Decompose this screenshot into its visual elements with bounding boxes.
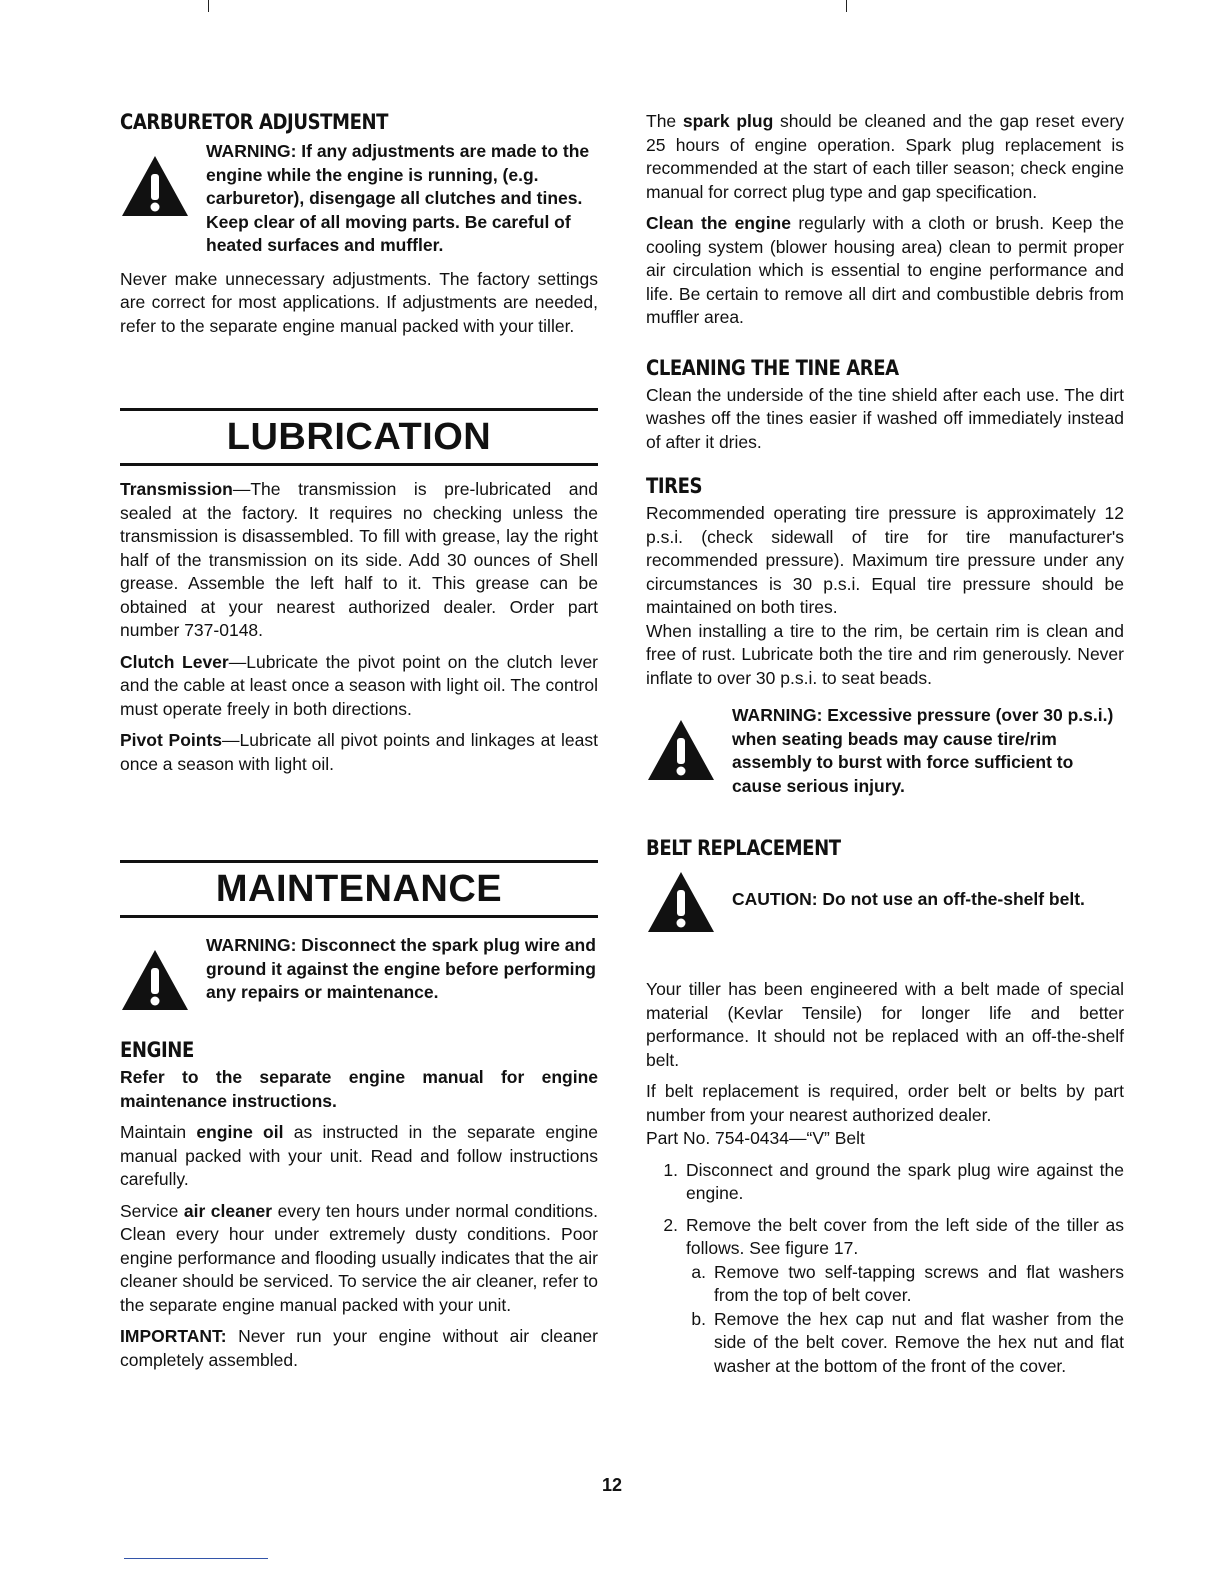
engine-oil-post: as instructed in the separate engine manual packed with your unit. Read and follow instructions carefully. <box>120 1122 598 1189</box>
substep-letter: b. <box>691 1308 706 1329</box>
maintenance-warning-text: WARNING: Disconnect the spark plug wire and ground it against the engine before performing any repairs or maintenance. <box>206 935 596 1002</box>
transmission-label: Transmission <box>120 479 233 499</box>
left-column <box>120 110 598 1380</box>
right-column <box>646 110 1124 1378</box>
warning-triangle-icon <box>646 864 732 934</box>
spark-post: should be cleaned and the gap reset every 25 hours of engine operation. Spark plug replacement is recommended at the start of each tiller season; check engine manual for correct plug type and gap specification. <box>646 111 1124 202</box>
belt-heading: BELT REPLACEMENT <box>646 836 841 860</box>
scan-mark-left <box>208 0 209 12</box>
engine-oil-bold: engine oil <box>196 1122 284 1142</box>
clutch-label: Clutch Lever <box>120 651 229 672</box>
spark-plug-paragraph <box>646 110 1124 204</box>
list-item <box>674 1308 1124 1379</box>
engine-oil-paragraph <box>120 1121 598 1192</box>
warning-triangle-icon <box>646 704 732 782</box>
step-text: Remove the belt cover from the left side of the tiller as follows. See figure 17. <box>686 1214 1124 1258</box>
transmission-text: —The transmission is pre-lubricated and sealed at the factory. It requires no checking unless the transmission is disassembled. To fill with grease, lay the right half of the transmission on its side. Add 30 ounces of Shell grease. Assemble the left half to it. This grease can be obtained at your nearest authorized dealer. Order part number 737-0148. <box>120 479 598 640</box>
engine-oil-pre: Maintain <box>120 1122 197 1142</box>
tires-warning-text: WARNING: Excessive pressure (over 30 p.s.i.) when seating beads may cause tire/rim assembly to burst with force sufficient to cause serious injury. <box>732 705 1114 796</box>
page-number: 12 <box>601 1475 623 1495</box>
list-item <box>646 1214 1124 1261</box>
clutch-text: —Lubricate the pivot point on the clutch lever and the cable at least once a season with light oil. The control must operate freely in both directions. <box>120 651 598 719</box>
clutch-paragraph <box>120 651 598 722</box>
pivot-paragraph <box>120 729 598 776</box>
belt-caution-text: CAUTION: Do not use an off-the-shelf belt. <box>732 889 1085 909</box>
tires-heading: TIRES <box>646 474 703 498</box>
belt-part-number: Part No. 754-0434—“V” Belt <box>646 1128 865 1148</box>
tine-area-heading: CLEANING THE TINE AREA <box>646 355 899 380</box>
belt-caution <box>646 864 1124 934</box>
air-cleaner-paragraph <box>120 1200 598 1318</box>
air-cleaner-post: every ten hours under normal conditions. Clean every hour under extremely dusty conditions. Poor engine performance and flooding usually indicates that the air cleaner should be serviced. To service the air cleaner, refer to the separate engine manual packed with your unit. <box>120 1200 599 1315</box>
tires-body-1: Recommended operating tire pressure is approximately 12 p.s.i. (check sidewall of tire for tire manufacturer's recommended pressure). Maximum tire pressure under any circumstances is 30 p.s.i. Equal tire pressure should be maintained on both tires. <box>646 503 1124 617</box>
carburetor-warning <box>120 140 598 258</box>
lubrication-title: LUBRICATION <box>226 416 492 458</box>
step-number: 1. <box>663 1159 678 1180</box>
maintenance-title: MAINTENANCE <box>215 868 503 910</box>
clean-engine-bold: Clean the engine <box>646 213 791 233</box>
footer-rule <box>124 1558 268 1559</box>
list-item <box>674 1261 1124 1308</box>
air-cleaner-pre: Service <box>120 1200 184 1221</box>
substep-letter: a. <box>691 1261 706 1282</box>
tires-body-2: When installing a tire to the rim, be certain rim is clean and free of rust. Lubricate both the tire and rim generously. Never inflate to over 30 p.s.i. to seat beads. <box>646 620 1124 688</box>
step-number: 2. <box>663 1214 678 1235</box>
substep-text: Remove two self-tapping screws and flat washers from the top of belt cover. <box>714 1261 1124 1305</box>
lubrication-banner <box>120 408 598 466</box>
warning-triangle-icon <box>120 140 206 218</box>
important-label: IMPORTANT: <box>120 1326 227 1346</box>
carburetor-body: Never make unnecessary adjustments. The factory settings are correct for most applications. If adjustments are needed, refer to the separate engine manual packed with your tiller. <box>120 268 598 336</box>
carburetor-warning-text: WARNING: If any adjustments are made to the engine while the engine is running, (e.g. carburetor), disengage all clutches and tines. Keep clear of all moving parts. Be careful of heated surfaces and muffler. <box>206 141 590 255</box>
maintenance-warning <box>120 934 598 1012</box>
scan-mark-right <box>846 0 847 12</box>
spark-pre: The <box>646 111 683 131</box>
important-text: Never run your engine without air cleaner completely assembled. <box>120 1326 598 1370</box>
step-text: Disconnect and ground the spark plug wire against the engine. <box>686 1159 1124 1203</box>
belt-steps-list <box>646 1159 1124 1379</box>
pivot-text: —Lubricate all pivot points and linkages at least once a season with light oil. <box>120 730 598 774</box>
transmission-paragraph <box>120 478 598 643</box>
engine-heading: ENGINE <box>120 1038 194 1062</box>
important-paragraph <box>120 1325 598 1372</box>
warning-triangle-icon <box>120 934 206 1012</box>
belt-body-1: Your tiller has been engineered with a belt made of special material (Kevlar Tensile) for longer life and better performance. It should not be replaced with an off-the-shelf belt. <box>646 979 1124 1070</box>
spark-bold: spark plug <box>682 111 774 131</box>
engine-subheading: Refer to the separate engine manual for engine maintenance instructions. <box>120 1067 598 1111</box>
pivot-label: Pivot Points <box>120 730 223 750</box>
list-item <box>646 1159 1124 1206</box>
air-cleaner-bold: air cleaner <box>183 1200 273 1221</box>
clean-engine-post: regularly with a cloth or brush. Keep the cooling system (blower housing area) clean to permit proper air circulation which is essential to engine performance and life. Be certain to remove all dirt and combustible debris from muffler area. <box>646 213 1124 327</box>
tine-area-body: Clean the underside of the tine shield after each use. The dirt washes off the tines easier if washed off immediately instead of after it dries. <box>646 384 1124 452</box>
carburetor-heading: CARBURETOR ADJUSTMENT <box>120 110 389 134</box>
substep-text: Remove the hex cap nut and flat washer from the side of the belt cover. Remove the hex nut and flat washer at the bottom of the front of the cover. <box>714 1308 1124 1376</box>
clean-engine-paragraph <box>646 212 1124 330</box>
maintenance-banner <box>120 860 598 918</box>
belt-body-2: If belt replacement is required, order belt or belts by part number from your nearest authorized dealer. <box>646 1081 1124 1125</box>
tires-warning <box>646 704 1124 798</box>
